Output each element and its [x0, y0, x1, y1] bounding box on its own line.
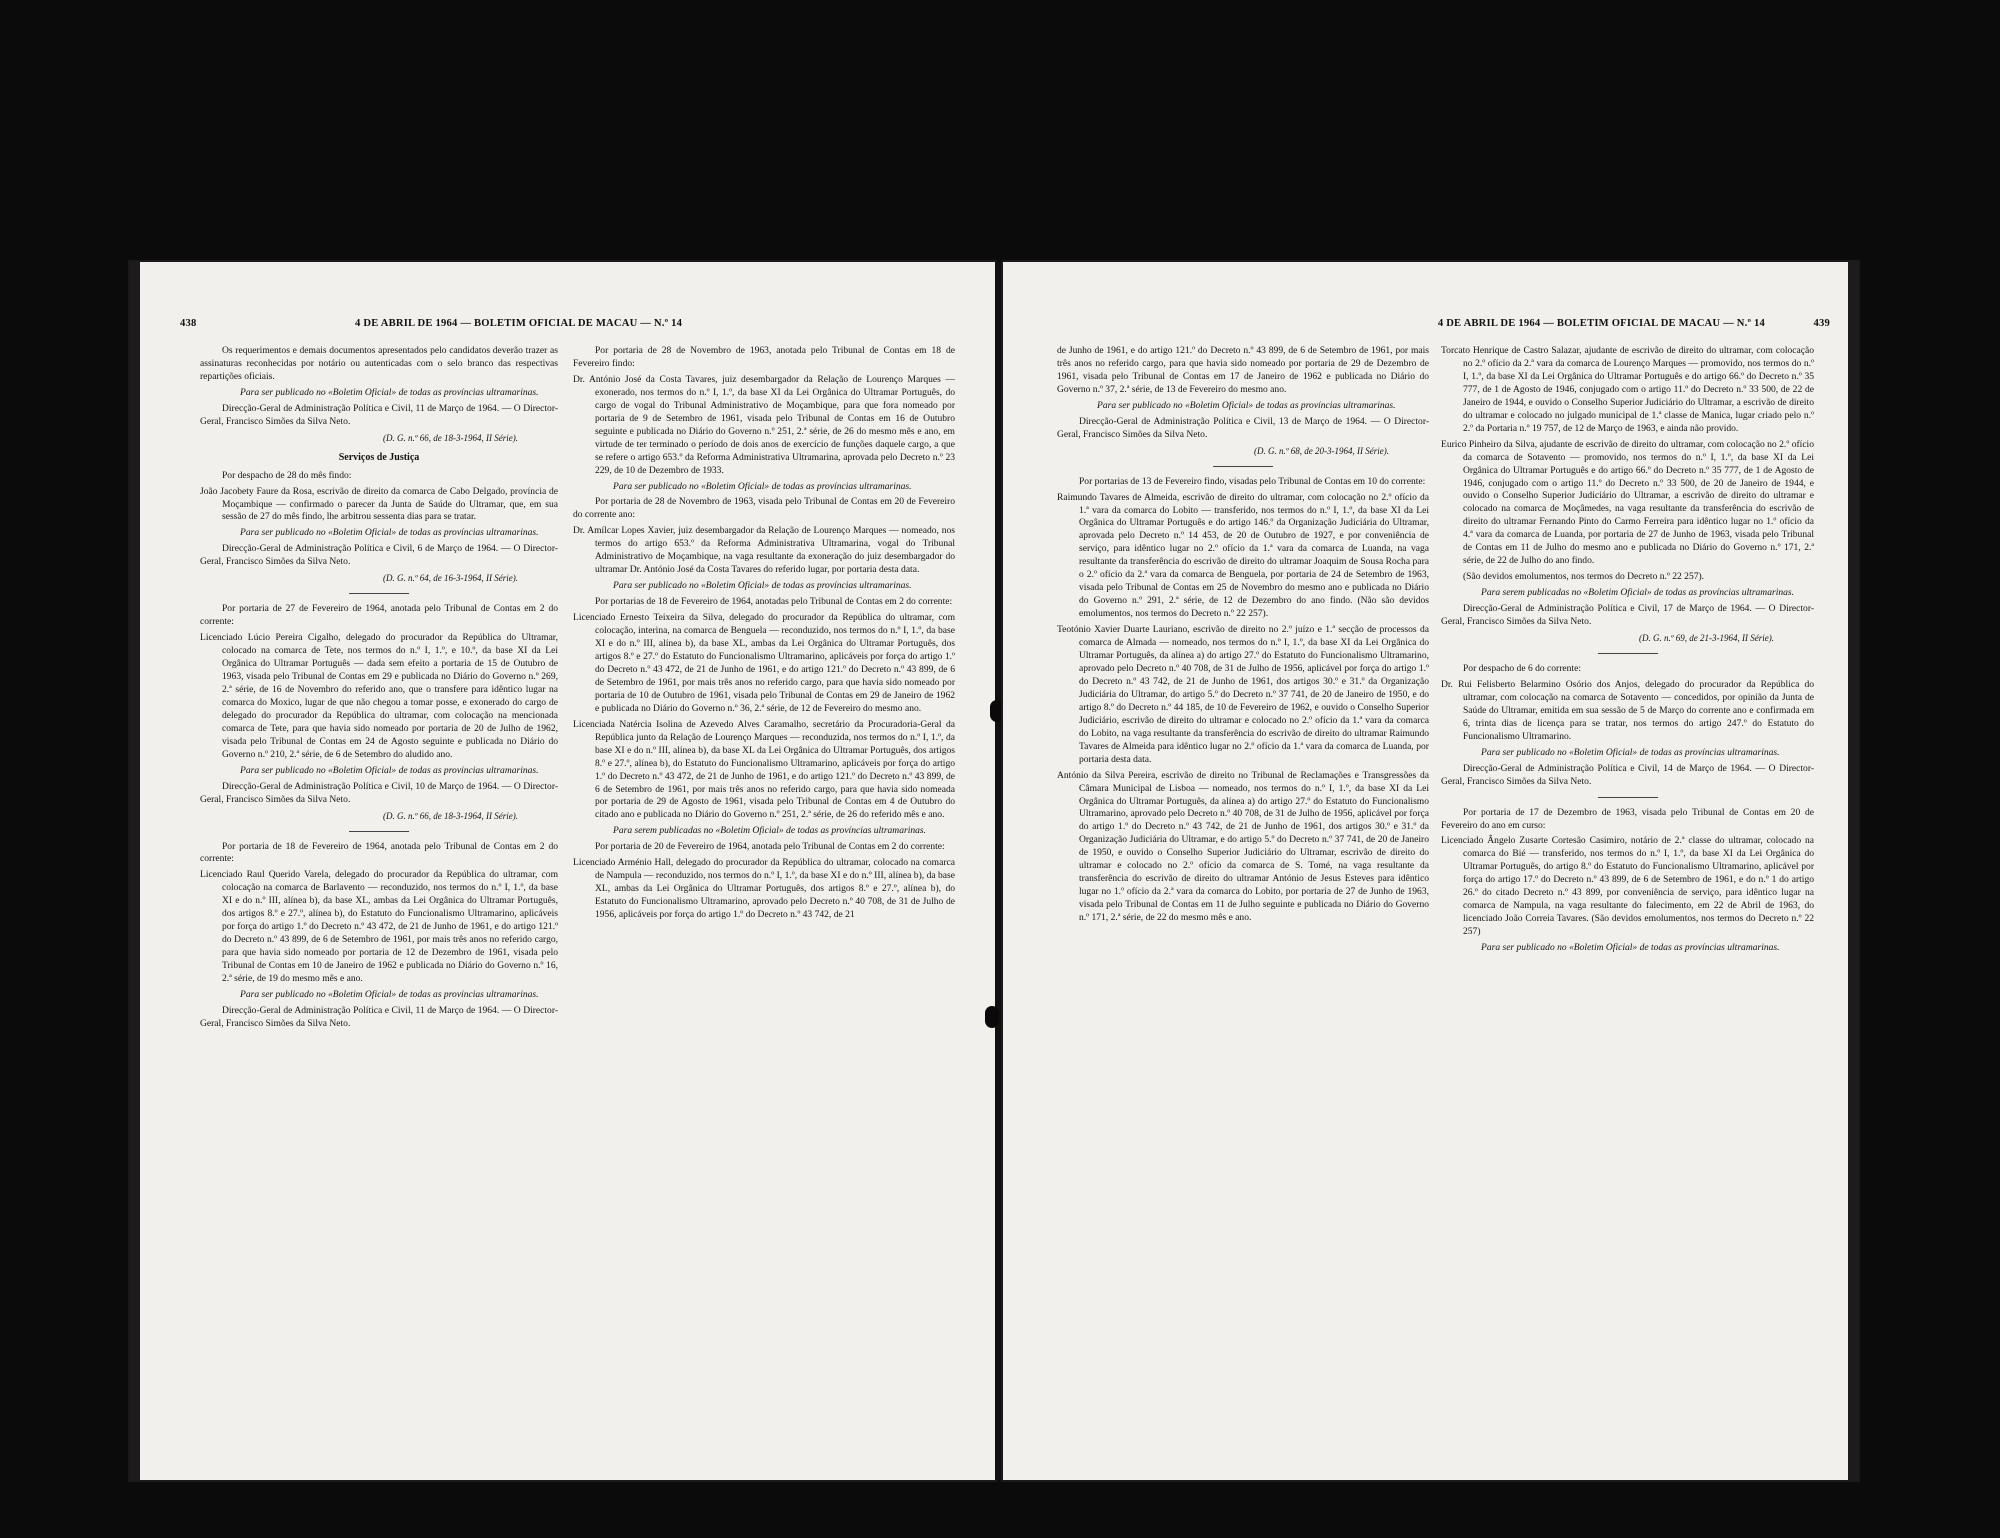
left-column-2: [573, 345, 955, 1455]
publication-note: Para ser publicado no «Boletim Oficial» de todas as províncias ultramarinas.: [1481, 942, 1780, 954]
left-page: [130, 262, 995, 1480]
paragraph: Por portaria de 28 de Novembro de 1963, visada pelo Tribunal de Contas em 20 de Fevereiro do corrente ano:: [573, 496, 955, 521]
paragraph: Licenciado Arménio Hall, delegado do procurador da República do ultramar, colocado na comarca de Nampula — reconduzido, nos termos do n.º I, 1.º, da base XI e do n.º III, alínea b), da base XL, ambas da Lei Orgânica do Ultramar Português, dos artigos 8.º e 27.º, alínea b), do Estatuto do Funcionalismo Ultramarino, aprovado pelo Decreto n.º 40 708, de 31 de Julho de 1956, aplicáveis por força do artigo 1.º do Decreto n.º 43 742, de 21: [573, 857, 955, 921]
publication-note: Para ser publicado no «Boletim Oficial» de todas as províncias ultramarinas.: [240, 764, 539, 776]
paragraph: Por despacho de 6 do corrente:: [1463, 662, 1581, 674]
paragraph: Dr. António José da Costa Tavares, juiz desembargador da Relação de Lourenço Marques — exonerado, nos termos do n.º I, 1.º, da base XI da Lei Orgânica do Ultramar Português, do cargo de vogal do Tribunal Administrativo de Moçambique, para que fora nomeado por portaria de 9 de Setembro de 1961, visada pelo Tribunal de Contas em 16 de Outubro seguinte e publicada no Diário do Governo n.º 251, 2.ª série, de 26 do mesmo mês e ano, em virtude de ter terminado o período de dois anos de exercício de funções daquele cargo, a que se refere o artigo 653.º da Reforma Administrativa Ultramarina, aprovada pelo Decreto n.º 23 229, de 10 de Dezembro de 1933.: [573, 373, 955, 476]
separator-rule: [1213, 466, 1273, 467]
right-column-2: [1441, 345, 1814, 1455]
paragraph: João Jacobety Faure da Rosa, escrivão de direito da comarca de Cabo Delgado, província de Moçambique — confirmado o parecer da Junta de Saúde do Ultramar, que, em sua sessão de 27 do mês findo, lhe arbitrou sessenta dias para se tratar.: [200, 485, 558, 523]
signature: Direcção-Geral de Administração Política e Civil, 17 de Março de 1964. — O Director-Geral, Francisco Simões da Silva Neto.: [1441, 603, 1814, 628]
paragraph: Por portaria de 20 de Fevereiro de 1964, anotada pelo Tribunal de Contas em 2 do corrente:: [595, 841, 945, 853]
gazette-reference: (D. G. n.º 66, de 18-3-1964, II Série).: [382, 810, 518, 821]
paragraph: Licenciado Lúcio Pereira Cigalho, delegado do procurador da República do Ultramar, colocado na comarca de Tete, nos termos do n.º I, 1.º, e 10.º, da base XI da Lei Orgânica do Ultramar Português — dada sem efeito a portaria de 15 de Outubro de 1963, visada pelo Tribunal de Contas em 29 e publicada no Diário do Governo n.º 269, 2.ª série, de 16 de Novembro do referido ano, que o transfere para idêntico lugar na comarca do Moxico, lugar de que não chegou a tomar posse, e exonerado do cargo de delegado do procurador da República do ultramar, com colocação na mencionada comarca de Tete, para que havia sido nomeado por portaria de 20 de Julho de 1962, visada pelo Tribunal de Contas em 24 de Agosto seguinte e publicada no Diário do Governo n.º 210, 2.ª série, de 6 de Setembro do aludido ano.: [200, 632, 558, 760]
paragraph: Por despacho de 28 do mês findo:: [222, 469, 352, 481]
signature: Direcção-Geral de Administração Política e Civil, 6 de Março de 1964. — O Director-Geral, Francisco Simões da Silva Neto.: [200, 543, 558, 568]
paragraph: Por portarias de 18 de Fevereiro de 1964, anotadas pelo Tribunal de Contas em 2 do corrente:: [595, 596, 953, 608]
signature: Direcção-Geral de Administração Política e Civil, 14 de Março de 1964. — O Director-Geral, Francisco Simões da Silva Neto.: [1441, 762, 1814, 787]
paragraph: Os requerimentos e demais documentos apresentados pelo candidatos deverão trazer as assinaturas reconhecidas por notário ou autenticadas com o selo branco das respectivas repartições oficiais.: [200, 345, 558, 382]
binding-ring: [990, 700, 1004, 722]
right-page: [1003, 262, 1858, 1480]
separator-rule: [349, 593, 409, 594]
signature: Direcção-Geral de Administração Política e Civil, 11 de Março de 1964. — O Director-Geral, Francisco Simões da Silva Neto.: [200, 402, 558, 427]
separator-rule: [349, 831, 409, 832]
paragraph: Eurico Pinheiro da Silva, ajudante de escrivão de direito do ultramar, com colocação no 2.º ofício da comarca de Sotavento — promovido, nos termos do n.º I, 1.º, da base XI da Lei Orgânica do Ultramar Português e do artigo 66.º do Decreto n.º 35 777, de 1 de Agosto de 1946, conjugado com o artigo 11.º do Decreto n.º 33 500, de 20 de Janeiro de 1944, e ouvido o Conselho Superior Judiciário do Ultramar, a escrivão de direito do ultramar e colocado na comarca de Moçâmedes, na vaga resultante da transferência do escrivão de direito do ultramar Fernando Pinto do Carmo Ferreira para idêntico lugar no 1.º ofício da 4.ª vara da comarca de Luanda, por portaria de 27 de Junho de 1963, visada pelo Tribunal de Contas em 11 de Julho do mesmo ano e publicada no Diário do Governo n.º 171, 2.ª série, de 22 de Julho do ano findo.: [1441, 438, 1814, 567]
paragraph: Teotónio Xavier Duarte Lauriano, escrivão de direito no 2.º juízo e 1.ª secção de processos da comarca de Almada — nomeado, nos termos do n.º I, 1.º, da base XI da Lei Orgânica do Ultramar Português, da alínea a) do artigo 27.º do Estatuto do Funcionalismo Ultramarino, aprovado pelo Decreto n.º 40 708, de 31 de Julho de 1956, aplicável por força do artigo 1.º do Decreto n.º 43 742, de 21 de Junho de 1961, dos artigos 30.º e 31.º da Organização Judiciária do Ultramar, do artigo 5.º do Decreto n.º 37 741, de 20 de Janeiro de 1950, e do artigo 8.º do Decreto n.º 44 185, de 10 de Fevereiro de 1962, e ouvido o Conselho Superior Judiciário, escrivão de direito do ultramar e colocado no 2.º ofício da 1.ª vara da comarca do Lobito, na vaga resultante da transferência do escrivão de direito do ultramar Raimundo Tavares de Almeida para idêntico lugar no 2.º ofício da 1.ª vara da comarca de Luanda, por portaria desta data.: [1057, 624, 1429, 765]
left-column-1: [200, 345, 558, 1455]
signature: Direcção-Geral de Administração Política e Civil, 11 de Março de 1964. — O Director-Geral, Francisco Simões da Silva Neto.: [200, 1004, 558, 1029]
paragraph: Dr. Amílcar Lopes Xavier, juiz desembargador da Relação de Lourenço Marques — nomeado, nos termos do artigo 653.º da Reforma Administrativa Ultramarina, vogal do Tribunal Administrativo de Moçambique, na vaga resultante da exoneração do juiz desembargador do ultramar Dr. António José da Costa Tavares do referido lugar, por portaria desta data.: [573, 525, 955, 576]
separator-rule: [1598, 797, 1658, 798]
paragraph: António da Silva Pereira, escrivão de direito no Tribunal de Reclamações e Transgressões da Câmara Municipal de Lisboa — nomeado, nos termos do n.º I, 1.º, da base XI da Lei Orgânica do Ultramar Português, da alínea a) do artigo 27.º do Estatuto do Funcionalismo Ultramarino, aprovado pelo Decreto n.º 40 708, de 31 de Julho de 1956, aplicável por força do artigo 1.º do Decreto n.º 43 742, de 21 de Junho de 1961, dos artigos 30.º e 31.º da Organização Judiciária do Ultramar, e do artigo 5.º do Decreto n.º 37 741, de 20 de Janeiro de 1950, e ouvido o Conselho Superior Judiciário do Ultramar, escrivão de direito do ultramar e colocado no 2.º ofício da comarca de S. Tomé, na vaga resultante da transferência do escrivão de direito do ultramar António de Jesus Esteves para idêntico lugar no 1.º ofício da 2.ª vara da comarca do Lobito, por portaria de 27 de Junho de 1963, visada pelo Tribunal de Contas em 11 de Julho seguinte e publicada no Diário do Governo n.º 171, 2.ª série, de 22 do mesmo mês e ano.: [1057, 769, 1429, 924]
publication-note: Para serem publicadas no «Boletim Oficial» de todas as províncias ultramarinas.: [1481, 587, 1794, 599]
paragraph: Licenciado Ângelo Zusarte Cortesão Casimiro, notário de 2.ª classe do ultramar, colocado na comarca do Bié — transferido, nos termos do n.º I, 1.º, da base XI da Lei Orgânica do Ultramar Português, do artigo 8.º do Estatuto do Funcionalismo Ultramarino, aplicável por força do artigo 17.º do Decreto n.º 43 899, de 6 de Setembro de 1961, e do n.º 1 do artigo 26.º do citado Decreto n.º 43 899, por conveniência de serviço, para idêntico lugar na comarca de Nampula, na vaga resultante do falecimento, em 22 de Abril de 1963, do licenciado João Correia Tavares. (São devidos emolumentos, nos termos do Decreto n.º 22 257): [1441, 835, 1814, 938]
paragraph: Licenciado Ernesto Teixeira da Silva, delegado do procurador da República do ultramar, com colocação, interina, na comarca de Benguela — reconduzido, nos termos do n.º I, 1.º, da base XI e do n.º III, alínea b), da base XL, ambas da Lei Orgânica do Ultramar Português, dos artigos 8.º e 27.º do Estatuto do Funcionalismo Ultramarino, aplicáveis por força do artigo 1.º do Decreto n.º 43 472, de 21 de Junho de 1961, e do artigo 121.º do Decreto n.º 43 899, de 6 de Setembro de 1961, por mais três anos no referido cargo, para que havia sido nomeado por portaria de 10 de Outubro de 1961, visada pelo Tribunal de Contas em 29 de Janeiro de 1962 e publicada no Diário do Governo n.º 36, 2.ª série, de 12 de Fevereiro do mesmo ano.: [573, 612, 955, 714]
paragraph: Dr. Rui Felisberto Belarmino Osório dos Anjos, delegado do procurador da República do ultramar, com colocação na comarca de Sotavento — concedidos, por opinião da Junta de Saúde do Ultramar, emitida em sua sessão de 5 de Março do corrente ano e confirmada em 6, trinta dias de licença para se tratar, nos termos do artigo 247.º do Estatuto do Funcionalismo Ultramarino.: [1441, 678, 1814, 742]
paragraph: Por portaria de 17 de Dezembro de 1963, visada pelo Tribunal de Contas em 20 de Fevereiro do ano em curso:: [1441, 806, 1814, 831]
signature: Direcção-Geral de Administração Política e Civil, 10 de Março de 1964. — O Director-Geral, Francisco Simões da Silva Neto.: [200, 780, 558, 805]
paragraph: Licenciado Raul Querido Varela, delegado do procurador da República do ultramar, com colocação na comarca de Barlavento — reconduzido, nos termos do n.º I, 1.º, da base XI e do n.º III, alínea b), da base XL, ambas da Lei Orgânica do Ultramar Português, dos artigos 8.º e 27.º, alínea b), do Estatuto do Funcionalismo Ultramarino, aplicáveis por força do artigo 1.º do Decreto n.º 43 472, de 21 de Junho de 1961, e do artigo 121.º do Decreto n.º 43 899, de 6 de Setembro de 1961, por mais três anos no referido cargo, para que havia sido nomeado por portaria de 12 de Dezembro de 1961, visada pelo Tribunal de Contas em 10 de Janeiro de 1962 e publicada no Diário do Governo n.º 16, 2.ª série, de 19 do mesmo mês e ano.: [200, 869, 558, 985]
right-page-edge: [1848, 262, 1858, 1480]
signature: Direcção-Geral de Administração Política e Civil, 13 de Março de 1964. — O Director-Geral, Francisco Simões da Silva Neto.: [1057, 415, 1429, 440]
binding-ring: [985, 1006, 999, 1028]
left-page-edge: [130, 262, 140, 1480]
paragraph: Por portaria de 18 de Fevereiro de 1964, anotada pelo Tribunal de Contas em 2 do corrente:: [200, 840, 558, 865]
paragraph: Por portaria de 28 de Novembro de 1963, anotada pelo Tribunal de Contas em 18 de Fevereiro findo:: [573, 345, 955, 369]
page-number: 438: [180, 318, 197, 329]
paragraph: (São devidos emolumentos, nos termos do Decreto n.º 22 257).: [1463, 571, 1705, 583]
paragraph: Por portarias de 13 de Fevereiro findo, visadas pelo Tribunal de Contas em 10 do corrente:: [1079, 475, 1426, 487]
publication-note: Para ser publicado no «Boletim Oficial» de todas as províncias ultramarinas.: [240, 386, 539, 398]
gazette-reference: (D. G. n.º 64, de 16-3-1964, II Série).: [382, 573, 518, 584]
publication-note: Para ser publicado no «Boletim Oficial» de todas as províncias ultramarinas.: [240, 988, 539, 1000]
paragraph: de Junho de 1961, e do artigo 121.º do Decreto n.º 43 899, de 6 de Setembro de 1961, por mais três anos no referido cargo, para que havia sido nomeado por portaria de 29 de Dezembro de 1961, visada pelo Tribunal de Contas em 17 de Janeiro de 1962 e publicada no Diário do Governo n.º 37, 2.ª série, de 13 de Fevereiro do mesmo ano.: [1057, 345, 1429, 395]
page-number: 439: [1813, 318, 1830, 329]
publication-note: Para serem publicadas no «Boletim Oficial» de todas as províncias ultramarinas.: [613, 825, 926, 837]
publication-note: Para ser publicado no «Boletim Oficial» de todas as províncias ultramarinas.: [613, 480, 912, 492]
publication-note: Para ser publicado no «Boletim Oficial» de todas as províncias ultramarinas.: [613, 580, 912, 592]
gazette-reference: (D. G. n.º 69, de 21-3-1964, II Série).: [1638, 633, 1774, 644]
paragraph: Por portaria de 27 de Fevereiro de 1964, anotada pelo Tribunal de Contas em 2 do corrente:: [200, 603, 558, 628]
running-title: 4 DE ABRIL DE 1964 — BOLETIM OFICIAL DE MACAU — N.º 14: [1437, 318, 1765, 329]
right-column-1: [1057, 345, 1429, 1455]
publication-note: Para ser publicado no «Boletim Oficial» de todas as províncias ultramarinas.: [1481, 746, 1780, 758]
running-title: 4 DE ABRIL DE 1964 — BOLETIM OFICIAL DE MACAU — N.º 14: [355, 318, 683, 329]
separator-rule: [1598, 653, 1658, 654]
publication-note: Para ser publicado no «Boletim Oficial» de todas as províncias ultramarinas.: [1097, 399, 1396, 411]
paragraph: Raimundo Tavares de Almeida, escrivão de direito do ultramar, com colocação no 2.º ofício da 1.ª vara da comarca do Lobito — transferido, nos termos do n.º I, 1.º, da base XI da Lei Orgânica do Ultramar Português e do artigo 146.º da Organização Judiciária do Ultramar, aprovada pelo Decreto n.º 14 453, de 20 de Outubro de 1927, e por conveniência de serviço, para idêntico lugar no 2.º ofício da 1.ª vara da comarca de Luanda, na vaga resultante da transferência do escrivão de direito do ultramar Joaquim de Sousa Rocha para o 2.º ofício da 2.ª vara da comarca de Benguela, por portaria de 24 de Setembro de 1963, visada pelo Tribunal de Contas em 25 de Novembro do mesmo ano e publicada no Diário do Governo n.º 291, 2.ª série, de 12 de Dezembro do ano findo. (Não são devidos emolumentos, nos termos do Decreto n.º 22 257).: [1057, 491, 1429, 620]
paragraph: Torcato Henrique de Castro Salazar, ajudante de escrivão de direito do ultramar, com colocação no 2.º ofício da 2.ª vara da comarca de Lourenço Marques — promovido, nos termos do n.º I, 1.º, da base XI da Lei Orgânica do Ultramar Português e do artigo 66.º do Decreto n.º 35 777, de 1 de Agosto de 1946, conjugado com o artigo 11.º do Decreto n.º 33 500, de 22 de Janeiro de 1944, e ouvido o Conselho Superior Judiciário do Ultramar, a escrivão de direito do ultramar e colocado no julgado municipal de 1.ª classe de Manica, lugar criado pelo n.º 2.º da Portaria n.º 19 757, de 12 de Março de 1963, e ainda não provido.: [1441, 345, 1814, 434]
gazette-reference: (D. G. n.º 68, de 20-3-1964, II Série).: [1253, 445, 1389, 456]
page-gutter: [995, 262, 1003, 1480]
section-heading: Serviços de Justiça: [338, 451, 420, 463]
publication-note: Para ser publicado no «Boletim Oficial» de todas as províncias ultramarinas.: [240, 527, 539, 539]
gazette-reference: (D. G. n.º 66, de 18-3-1964, II Série).: [382, 432, 518, 443]
paragraph: Licenciada Natércia Isolina de Azevedo Alves Caramalho, secretário da Procuradoria-Geral da República junto da Relação de Lourenço Marques — reconduzida, nos termos do n.º I, 1.º, da base XI e do n.º III, alínea b), da base XL da Lei Orgânica do Ultramar Português, dos artigos 8.º e 27.º, alínea b), do Estatuto do Funcionalismo Ultramarino, aplicáveis por força do artigo 1.º do Decreto n.º 43 472, de 21 de Junho de 1961, e do artigo 121.º do Decreto n.º 43 899, de 6 de Setembro de 1961, por mais três anos no referido cargo, para que havia sido nomeada por portaria de 29 de Agosto de 1961, visada pelo Tribunal de Contas em 4 de Outubro do citado ano e publicada no Diário do Governo n.º 251, 2.ª série, de 26 do referido mês e ano.: [573, 718, 955, 821]
